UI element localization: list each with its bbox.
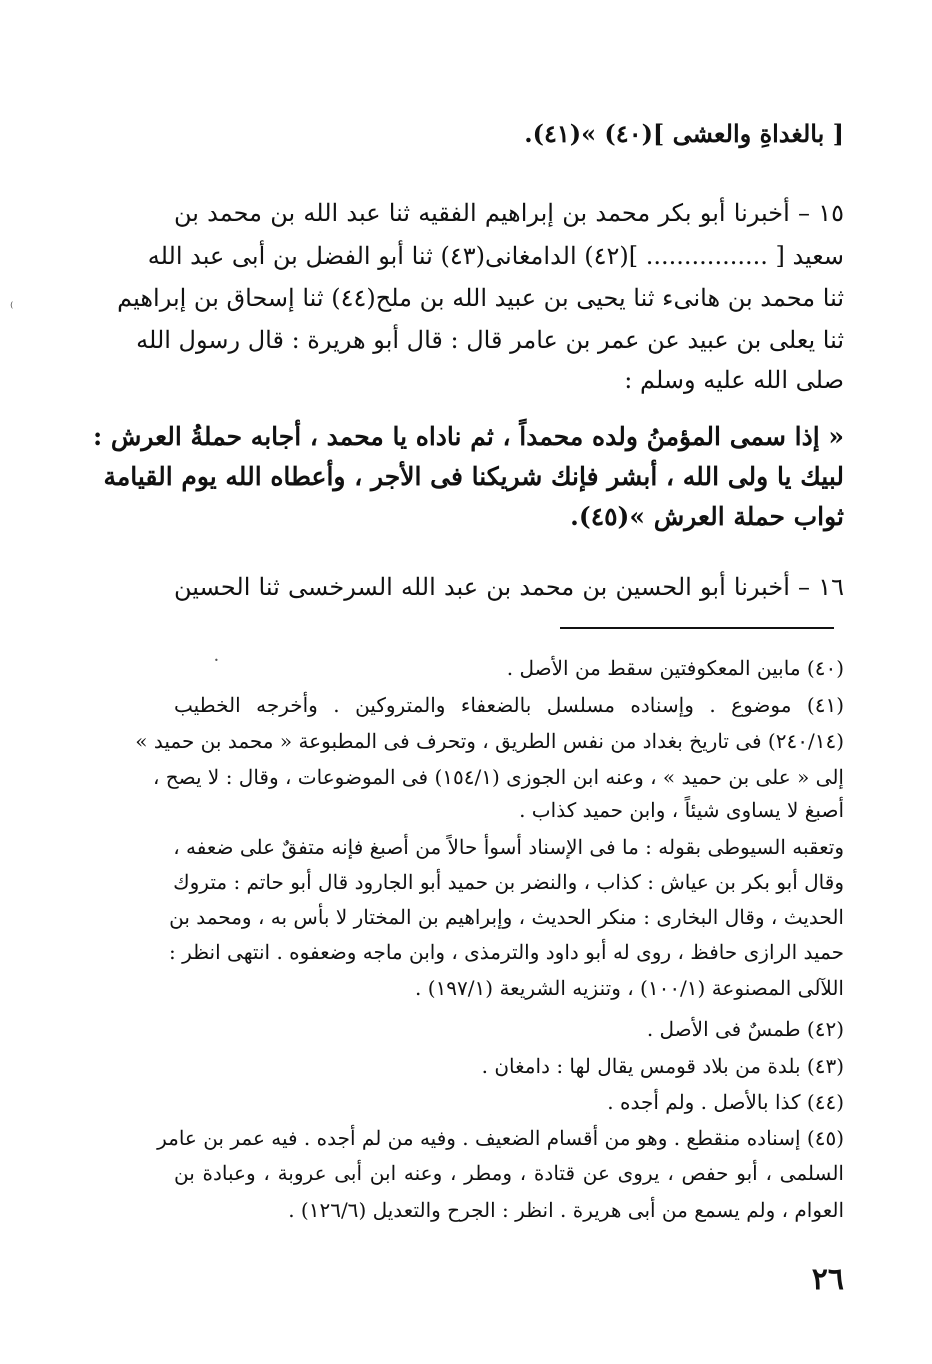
hadith-15-line: ثنا يعلى بن عبيد عن عمر بن عامر قال : قال أبو هريرة : قال رسول الله bbox=[136, 326, 844, 354]
footnote-41-line: إلى « على بن حميد » ، وعنه ابن الجوزى (١٥٤/١) فى الموضوعات ، وقال : لا يصح ، bbox=[152, 765, 844, 789]
page-number: ٢٦ bbox=[811, 1262, 844, 1297]
footnote-41-line: أصبغ لا يساوى شيئاً ، وابن حميد كذاب . bbox=[519, 798, 844, 822]
footnote-43: (٤٣) بلدة من بلاد قومس يقال لها : دامغان . bbox=[481, 1054, 844, 1078]
hadith-15-line: صلى الله عليه وسلم : bbox=[624, 366, 844, 394]
footnote-45-line: السلمى ، أبو حفص ، يروى عن قتادة ، ومطر ، وعنه ابن أبى عروبة ، وعبادة بن bbox=[174, 1161, 844, 1185]
footnote-40: (٤٠) مابين المعكوفتين سقط من الأصل . bbox=[506, 656, 844, 680]
margin-speck: ⁾ bbox=[10, 300, 14, 316]
hadith-15-line: ثنا محمد بن هانىء ثنا يحيى بن عبيد الله بن ملح(٤٤) ثنا إسحاق بن إبراهيم bbox=[117, 284, 844, 312]
footnote-separator bbox=[560, 627, 834, 629]
footnote-41-continuation-line: وتعقبه السيوطى بقوله : ما فى الإسناد أسوأ حالاً من أصبغ فإنه متفقٌ على ضعفه ، bbox=[173, 835, 844, 859]
footnote-41-line: (٢٤٠/١٤) فى تاريخ بغداد من نفس الطريق ، وتحرف فى المطبوعة « محمد بن حميد » bbox=[135, 729, 844, 753]
footnote-44: (٤٤) كذا بالأصل . ولم أجده . bbox=[607, 1090, 844, 1114]
hadith-15-line: ١٥ – أخبرنا أبو بكر محمد بن إبراهيم الفقيه ثنا عبد الله بن محمد بن bbox=[174, 199, 844, 227]
footnote-41-continuation-line: اللآلى المصنوعة (١٠٠/١) ، وتنزيه الشريعة (١٩٧/١) . bbox=[415, 976, 844, 1000]
footnote-45-line: (٤٥) إسناده منقطع . وهو من أقسام الضعيف . وفيه من لم أجده . فيه عمر بن عامر bbox=[157, 1126, 844, 1150]
footnote-45-line: العوام ، ولم يسمع من أبى هريرة . انظر : الجرح والتعديل (١٢٦/٦) . bbox=[288, 1198, 844, 1222]
hadith-15-text-line: لبيك يا ولى الله ، أبشر فإنك شريكنا فى الأجر ، وأعطاه الله يوم القيامة bbox=[103, 462, 844, 491]
page-speck: • bbox=[214, 656, 219, 665]
footnote-41-continuation-line: حميد الرازى حافظ ، روى له أبو داود والترمذى ، وابن ماجه وضعفوه . انتهى انظر : bbox=[169, 940, 844, 964]
footnote-42: (٤٢) طمسٌ فى الأصل . bbox=[646, 1017, 844, 1041]
footnote-41-continuation-line: الحديث ، وقال البخارى : منكر الحديث ، وإبراهيم بن المختار لا بأس به ، ومحمد بن bbox=[169, 905, 844, 929]
hadith-16-line: ١٦ – أخبرنا أبو الحسين بن محمد بن عبد الله السرخسى ثنا الحسين bbox=[174, 573, 844, 601]
hadith-15-text-line: ثواب حملة العرش »(٤٥). bbox=[570, 502, 844, 531]
hadith-15-line: سعيد [ ................ ](٤٢) الدامغانى(٤٣) ثنا أبو الفضل بن أبى عبد الله bbox=[147, 242, 844, 270]
footnote-41-continuation-line: وقال أبو بكر بن عياش : كذاب ، والنضر بن حميد أبو الجارود قال أبو حاتم : متروك bbox=[173, 870, 844, 894]
continuation-line: [ بالغداةِ والعشى ](٤٠) »(٤١). bbox=[524, 119, 844, 148]
hadith-15-text-line: « إذا سمى المؤمنُ ولده محمداً ، ثم ناداه يا محمد ، أجابه حملةُ العرش : bbox=[92, 422, 844, 451]
footnote-41-line: (٤١) موضوع . وإسناده مسلسل بالضعفاء والمتروكين . وأخرجه الخطيب bbox=[174, 693, 844, 717]
